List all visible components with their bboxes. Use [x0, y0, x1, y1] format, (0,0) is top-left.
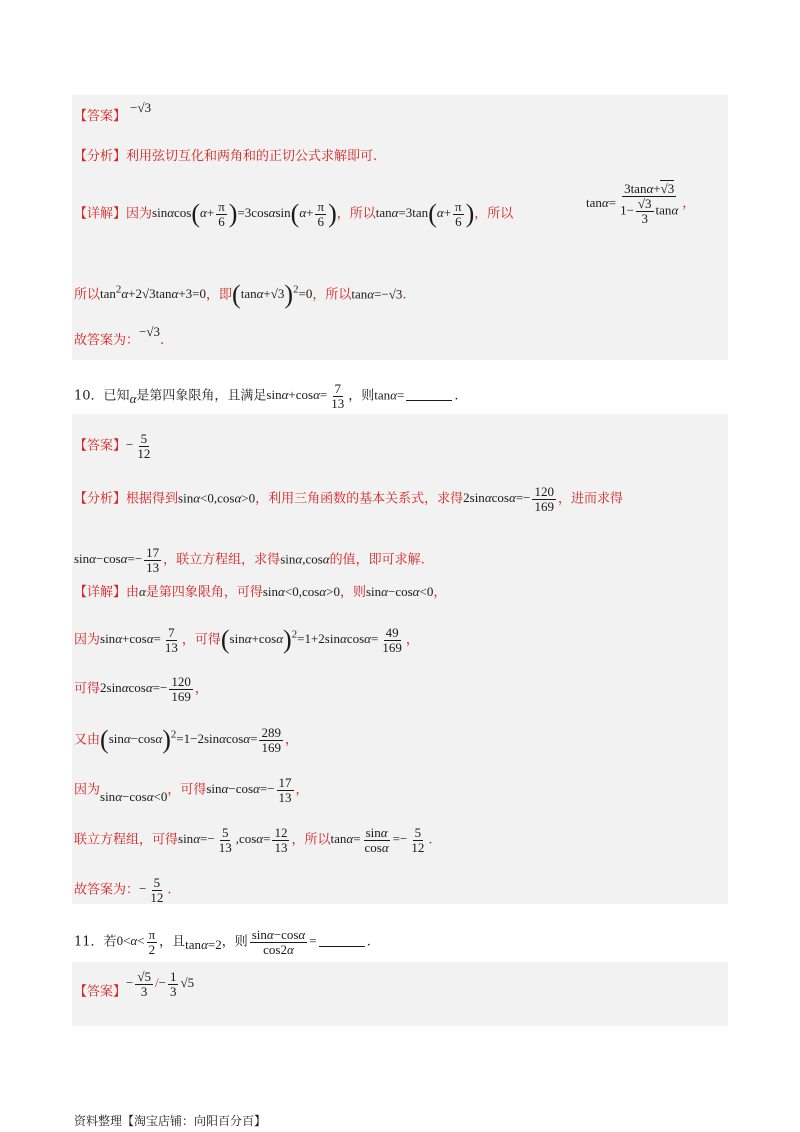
q10-detail-line2: 因为sinα+cosα= $\frac{7}{13}$ ，可得$(\sin\alpha+\cos\alpha)^2=1+2\sin\alpha\cos\alpha=$ $\frac{49}{169}$ ，: [74, 625, 419, 655]
q9-eq-5: $(\tan\alpha+√3)^2=0$: [232, 280, 313, 310]
answer-blank: [406, 400, 452, 401]
detail-label: 【详解】: [74, 206, 127, 222]
q9-eq-2: tanα=3tan(α+ $\frac{\pi}{6}$ ): [375, 199, 475, 229]
q10-stem: 10．已知α是第四象限角，且满足sinα+cosα= $\frac{7}{13}$ ，则tanα= .: [74, 381, 459, 411]
q10-given-eq: sinα+cosα= $\frac{7}{13}$: [266, 381, 345, 411]
q10-analysis-line1: 【分析】根据得到sinα<0,cosα>0，利用三角函数的基本关系式，求得2sinαcosα=− $\frac{120}{169}$ ，进而求得: [74, 484, 623, 514]
q9-eq-6: tanα=−√3: [351, 286, 403, 302]
q10-number: 10．: [74, 388, 104, 404]
q9-analysis-line: [74, 149, 377, 165]
q10-detail-line4: 又由$(\sin\alpha-\cos\alpha)^2=1-2\sin\alpha\cos\alpha=$ $\frac{289}{169}$ ，: [74, 725, 298, 755]
q9-eq-4: $\tan^2\alpha+2√3\tan\alpha+3=0$: [100, 284, 207, 302]
q9-detail-line: 【详解】因为sinαcos(α+ $\frac{\pi}{6}$ )=3cosαsin(α+ $\frac{\pi}{6}$ )，所以tanα=3tan(α+ $\frac{\pi}{6}$ )，所以: [74, 199, 514, 229]
q9-answer-line: [74, 100, 152, 125]
q9-eq-3: tanα= 3tanα+√3 1− $\frac{√3}{3}$ tanα ，: [586, 181, 696, 226]
q10-detail-line5: 因为sinα−cosα<0，可得sinα−cosα=− $\frac{17}{13}$ ，: [74, 775, 309, 805]
answer-label: 【答案】: [74, 109, 127, 124]
answer-blank: [319, 946, 365, 947]
q9-eq-1: sinαcos(α+ $\frac{\pi}{6}$ )=3cosαsin(α+ $\frac{\pi}{6}$ ): [152, 199, 337, 229]
q10-answer-value: − $\frac{5}{12}$: [126, 431, 151, 461]
q9-analysis-text: 利用弦切互化和两角和的正切公式求解即可.: [126, 149, 378, 164]
q10-detail-line1: 【详解】由α是第四象限角，可得sinα<0,cosα>0，则sinα−cosα<0，: [74, 584, 447, 600]
q11-answer-value: − $\frac{√5}{3}$ /− $\frac{1}{3}$ √5: [126, 969, 195, 999]
analysis-label: 【分析】: [74, 149, 127, 164]
q10-final-line: 故答案为：− $\frac{5}{12}$ .: [74, 875, 172, 905]
q10-answer-line: 【答案】− $\frac{5}{12}$: [74, 432, 154, 461]
q10-analysis-line2: sinα−cosα=− $\frac{17}{13}$ ，联立方程组，求得sinα,cosα的值，即可求解.: [74, 545, 425, 575]
q10-detail-line3: 可得2sinαcosα=− $\frac{120}{169}$ ，: [74, 674, 208, 704]
q9-final-value: −√3: [139, 324, 160, 339]
q11-answer-line: 【答案】− $\frac{√5}{3}$ /− $\frac{1}{3}$ √5: [74, 969, 195, 1000]
q9-final-line: 故答案为：−√3.: [74, 324, 165, 348]
q9-line3: 所以$\tan^2\alpha+2√3\tan\alpha+3=0$，即$(\tan\alpha+√3)^2=0$，所以tanα=−√3.: [74, 280, 407, 310]
page-footer: 资料整理【淘宝店铺：向阳百分百】: [74, 1114, 267, 1128]
q11-number: 11．: [74, 934, 104, 950]
q11-stem: 11．若0<α< $\frac{\pi}{2}$ ，且tanα=2，则 $\frac{\sin\alpha-\cos\alpha}{\cos 2\alpha}$ = .: [74, 927, 371, 957]
q9-answer-value: −√3: [130, 100, 152, 115]
q10-detail-line6: 联立方程组，可得sinα=− $\frac{5}{13}$ ,cosα= $\frac{12}{13}$ ，所以tanα= $\frac{\sin\alpha}{\cos\alpha}$ =− $\frac{5}{12}$ .: [74, 825, 433, 855]
